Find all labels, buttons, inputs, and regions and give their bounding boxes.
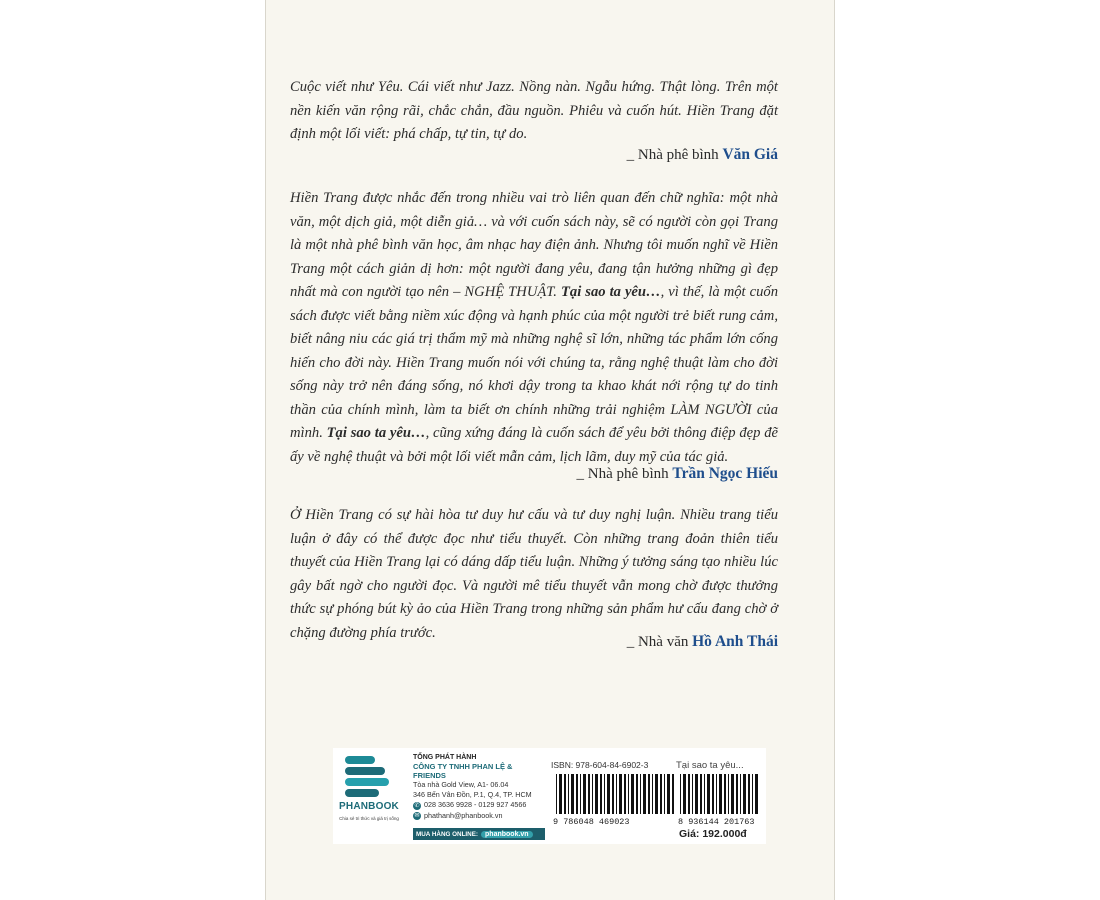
barcode-bar <box>607 774 610 814</box>
price-barcode <box>680 774 760 814</box>
review-text: , vì thế, là một cuốn sách được viết bằng niềm xúc động và hạnh phúc của một người trẻ biết rung cảm, biết nâng niu các giá trị thẩm mỹ mà những nghệ sĩ lớn, những tác phẩm lớn cống hiến cho đời này. Hiền Trang muốn nói với chúng ta, rằng nghệ thuật làm cho đời sống này trở nên đáng sống, nó khơi dậy trong ta khao khát nới rộng tự do tinh thần của chính mình, làm ta biết ơn chính những trải nghiệm LÀM NGƯỜI của mình. <box>290 284 778 441</box>
barcode-bar <box>660 774 662 814</box>
barcode-bar <box>580 774 581 814</box>
barcode-bar <box>595 774 598 814</box>
review-text: , cũng xứng đáng là cuốn sách để yêu bởi thông điệp đẹp đẽ ấy về nghệ thuật và bởi một lối viết mẫn cảm, lịch lãm, duy mỹ của tác giả. <box>290 425 779 465</box>
barcode-bar <box>672 774 674 814</box>
publisher-footer <box>333 748 766 844</box>
reviewer-role: _ Nhà văn <box>626 634 689 650</box>
email-line: ✉ phathanh@phanbook.vn <box>414 810 503 820</box>
barcode-bar <box>612 774 614 814</box>
barcode-bar <box>655 774 658 814</box>
barcode-bar <box>664 774 665 814</box>
barcode-bar <box>571 774 574 814</box>
price: Giá: 192.000đ <box>679 828 747 840</box>
barcode-bar <box>688 774 690 814</box>
address-line-2: 346 Bến Vân Đồn, P.1, Q.4, TP. HCM <box>413 790 532 800</box>
barcode-bar <box>592 774 593 814</box>
barcode-bar <box>716 774 717 814</box>
barcode-bar <box>728 774 729 814</box>
review-quote-1 <box>290 76 778 147</box>
barcode-bar <box>652 774 653 814</box>
barcode-bar <box>643 774 646 814</box>
review-quote-2 <box>290 187 778 469</box>
barcode-bar <box>600 774 602 814</box>
barcode-bar <box>564 774 566 814</box>
barcode-digits-1: 9 786048 469023 <box>553 817 630 827</box>
barcode-bar <box>755 774 758 814</box>
review-text: Hiền Trang được nhắc đến trong nhiều vai trò liên quan đến chữ nghĩa: một nhà văn, một dịch giả, một diễn giả… và với cuốn sách này, sẽ có người còn gọi Trang là một nhà phê bình văn học, âm nhạc hay điện ảnh. Nhưng tôi muốn nghĩ về Hiền Trang một cách giản dị hơn: một người đang yêu, đang tận hưởng những gì đẹp nhất mà con người tạo nên – NGHỆ THUẬT. <box>290 190 778 300</box>
barcode-bar <box>752 774 753 814</box>
reviewer-role: _ Nhà phê bình <box>626 147 719 163</box>
barcode-bar <box>700 774 702 814</box>
barcode-bar <box>692 774 693 814</box>
barcode-bar <box>640 774 641 814</box>
book-title-mention: Tại sao ta yêu… <box>560 284 661 300</box>
logo-slogan: Chia sẻ tri thức và giá trị sống <box>339 816 399 821</box>
barcode-bar <box>648 774 650 814</box>
reviewer-name: Văn Giá <box>722 146 778 163</box>
barcode-bar <box>568 774 569 814</box>
barcode-bar <box>624 774 626 814</box>
barcode-bar <box>616 774 617 814</box>
reviewer-name: Hồ Anh Thái <box>692 633 778 650</box>
barcode-digits-2: 8 936144 201763 <box>678 817 755 827</box>
barcode-bar <box>667 774 670 814</box>
review-attribution-3 <box>627 633 778 651</box>
reviewer-name: Trần Ngọc Hiếu <box>672 465 778 482</box>
address-line-1: Tòa nhà Gold View, A1- 06.04 <box>413 780 509 789</box>
company-name: CÔNG TY TNHH PHAN LỆ & FRIENDS <box>413 762 513 780</box>
barcode-bar <box>604 774 605 814</box>
publisher-logo <box>336 754 400 840</box>
logo-text: PHANBOOK <box>339 801 399 812</box>
barcode-bar <box>631 774 634 814</box>
buy-online-bar: MUA HÀNG ONLINE: phanbook.vn <box>413 828 545 840</box>
footer-book-title: Tại sao ta yêu... <box>676 760 744 771</box>
review-text: Cuộc viết như Yêu. Cái viết như Jazz. Nồng nàn. Ngẫu hứng. Thật lòng. Trên một nền kiến văn rộng rãi, chắc chắn, đầu nguồn. Phiêu và cuốn hút. Hiền Trang đặt định một lối viết: phá chấp, tự tin, tự do. <box>290 79 778 142</box>
isbn-barcode <box>556 774 676 814</box>
barcode-bar <box>636 774 638 814</box>
book-title-mention: Tại sao ta yêu… <box>326 425 426 441</box>
barcode-bar <box>683 774 686 814</box>
review-attribution-2 <box>577 465 778 483</box>
barcode-bar <box>712 774 714 814</box>
barcode-bar <box>719 774 722 814</box>
barcode-bar <box>731 774 734 814</box>
isbn-label: ISBN: 978-604-84-6902-3 <box>551 760 649 770</box>
review-text: Ở Hiền Trang có sự hài hòa tư duy hư cấu và tư duy nghị luận. Nhiều trang tiểu luận ở đây có thể được đọc như tiểu thuyết. Còn những trang đoản thiên tiểu thuyết của Hiền Trang lại có dáng dấp tiểu luận. Những ý tưởng sáng tạo nhiều lúc gây bất ngờ cho người đọc. Và người mê tiểu thuyết vẫn mong chờ được thưởng thức sự phóng bút kỳ ảo của Hiền Trang trong những sản phẩm hư cấu đang chờ ở chặng đường phía trước. <box>290 507 778 641</box>
reviewer-role: _ Nhà phê bình <box>576 466 669 482</box>
phone-icon: ✆ <box>414 802 420 809</box>
phanbook-logo-icon <box>343 754 393 800</box>
barcode-bar <box>704 774 705 814</box>
barcode-bar <box>743 774 746 814</box>
publisher-info <box>413 754 545 821</box>
barcode-bar <box>740 774 741 814</box>
review-quote-3 <box>290 504 778 645</box>
barcode-bar <box>724 774 726 814</box>
barcode-bar <box>588 774 590 814</box>
barcode-bar <box>559 774 562 814</box>
barcode-bar <box>695 774 698 814</box>
website-link[interactable]: phanbook.vn <box>481 831 533 838</box>
barcode-bar <box>748 774 750 814</box>
phone-line: ✆ 028 3636 9928 - 0129 927 4566 <box>414 800 527 810</box>
barcode-bar <box>576 774 578 814</box>
distributor-label: TỔNG PHÁT HÀNH <box>413 754 477 761</box>
barcode-bar <box>707 774 710 814</box>
barcode-bar <box>583 774 586 814</box>
review-attribution-1 <box>627 146 778 164</box>
barcode-bar <box>556 774 557 814</box>
barcode-bar <box>680 774 681 814</box>
barcode-bar <box>619 774 622 814</box>
barcode-bar <box>628 774 629 814</box>
email-icon: ✉ <box>414 812 420 819</box>
barcode-bar <box>736 774 738 814</box>
